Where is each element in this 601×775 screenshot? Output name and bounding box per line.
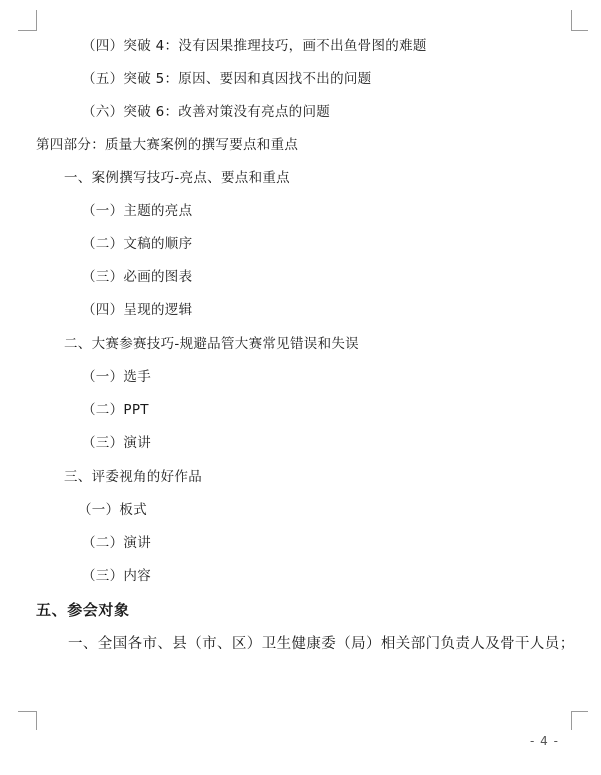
body-paragraph: 一、全国各市、县（市、区）卫生健康委（局）相关部门负责人及骨干人员； <box>68 636 575 652</box>
outline-item: （五）突破 5：原因、要因和真因找不出的问题 <box>82 71 372 87</box>
crop-mark-top-right <box>571 10 588 31</box>
outline-item: （四）呈现的逻辑 <box>82 302 193 318</box>
outline-item: （三）演讲 <box>82 435 151 451</box>
outline-item: （四）突破 4：没有因果推理技巧，画不出鱼骨图的难题 <box>82 38 427 54</box>
outline-item: （三）内容 <box>82 568 151 584</box>
subsection-heading: 三、评委视角的好作品 <box>64 469 202 485</box>
outline-item: （二）演讲 <box>82 535 151 551</box>
page-number: - 4 - <box>530 734 559 748</box>
outline-item: （二）PPT <box>82 402 149 418</box>
outline-item: （一）主题的亮点 <box>82 203 193 219</box>
subsection-heading: 二、大赛参赛技巧-规避品管大赛常见错误和失误 <box>64 336 359 352</box>
section-heading: 第四部分：质量大赛案例的撰写要点和重点 <box>36 137 299 153</box>
outline-item: （六）突破 6：改善对策没有亮点的问题 <box>82 104 331 120</box>
section-heading-bold: 五、参会对象 <box>36 601 130 619</box>
outline-item: （三）必画的图表 <box>82 269 193 285</box>
outline-item: （一）选手 <box>82 369 151 385</box>
outline-item: （二）文稿的顺序 <box>82 236 193 252</box>
subsection-heading: 一、案例撰写技巧-亮点、要点和重点 <box>64 170 290 186</box>
crop-mark-bottom-right <box>571 711 588 730</box>
crop-mark-top-left <box>18 10 37 31</box>
outline-item: （一）板式 <box>78 502 147 518</box>
crop-mark-bottom-left <box>18 711 37 730</box>
